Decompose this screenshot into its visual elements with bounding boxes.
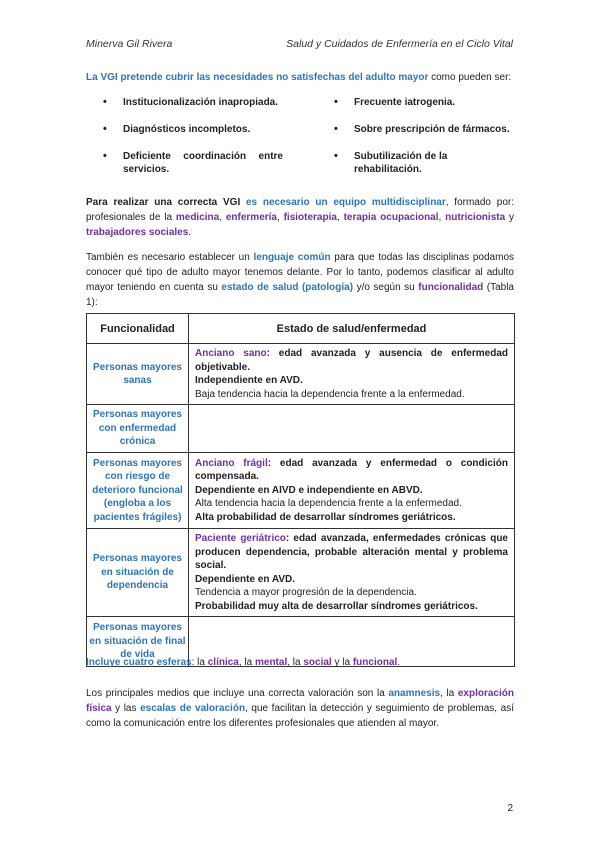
row-label: Personas mayores con enfermedad crónica [87, 405, 189, 453]
row-description [189, 405, 515, 453]
list-item: • Deficiente coordinación entre servicios. [103, 150, 283, 176]
row-description: Anciano frágil: edad avanzada y enfermedad o condición compensada. Dependiente en AIVD e independiente en ABVD. Alta tendencia hacia la dependencia frente a la enfermedad. Alta probabilidad de desarrollar síndromes geriátricos. [189, 453, 515, 529]
team-paragraph: Para realizar una correcta VGI es necesario un equipo multidisciplinar, formado por: profesionales de la medicina, enfermería, fisioterapia, terapia ocupacional, nutricionista y trabajadores sociales. [86, 197, 514, 238]
list-item: • Sobre prescripción de fármacos. [334, 123, 514, 136]
needs-list-left [103, 96, 283, 190]
column-header-health-state: Estado de salud/enfermedad [189, 314, 515, 344]
row-description: Paciente geriátrico: edad avanzada, enfermedades crónicas que producen dependencia, probable alteración mental y problema social. Dependiente en AVD. Tendencia a mayor progresión de la dependencia. Probabilidad muy alta de desarrollar síndromes geriátricos. [189, 529, 515, 617]
table-header-row [87, 314, 515, 344]
row-label: Personas mayores en situación de final de vida [87, 617, 189, 667]
language-paragraph: También es necesario establecer un lenguaje común para que todas las disciplinas podamos conocer qué tipo de adulto mayor tenemos delante. Por lo tanto, podemos clasificar al adulto mayor teniendo en cuenta su estado de salud (patología) y/o según su funcionalidad (Tabla 1): [86, 252, 515, 308]
row-label: Personas mayores sanas [87, 344, 189, 405]
row-description: Anciano sano: edad avanzada y ausencia de enfermedad objetivable. Independiente en AVD. Baja tendencia hacia la dependencia frente a la enfermedad. [189, 344, 515, 405]
intro-paragraph [86, 70, 514, 85]
list-item: • Subutilización de la rehabilitación. [334, 150, 514, 176]
list-item: • Frecuente iatrogenia. [334, 96, 514, 109]
row-label: Personas mayores con riesgo de deterioro funcional (engloba a los pacientes frágiles) [87, 453, 189, 529]
intro-rest: como pueden ser: [428, 72, 512, 83]
spheres-paragraph: Incluye cuatro esferas: la clínica, la mental, la social y la funcional. [86, 657, 401, 668]
row-label: Personas mayores en situación de dependencia [87, 529, 189, 617]
table-row [87, 344, 515, 405]
table-row [87, 453, 515, 529]
column-header-functionality: Funcionalidad [87, 314, 189, 344]
list-item: • Institucionalización inapropiada. [103, 96, 283, 109]
functionality-table [86, 313, 515, 667]
header-title: Salud y Cuidados de Enfermería en el Ciclo Vital [286, 38, 513, 50]
means-paragraph: Los principales medios que incluye una correcta valoración son la anamnesis, la exploración física y las escalas de valoración, que facilitan la detección y seguimiento de problemas, así como la comunicación entre los diferentes profesionales que atienden al mayor. [86, 688, 514, 729]
table-row [87, 405, 515, 453]
page-number: 2 [507, 803, 513, 814]
list-item: • Diagnósticos incompletos. [103, 123, 283, 136]
needs-list-right [334, 96, 514, 190]
intro-highlight: La VGI pretende cubrir las necesidades no satisfechas del adulto mayor [86, 72, 429, 83]
table-row [87, 529, 515, 617]
header-author: Minerva Gil Rivera [86, 38, 173, 50]
